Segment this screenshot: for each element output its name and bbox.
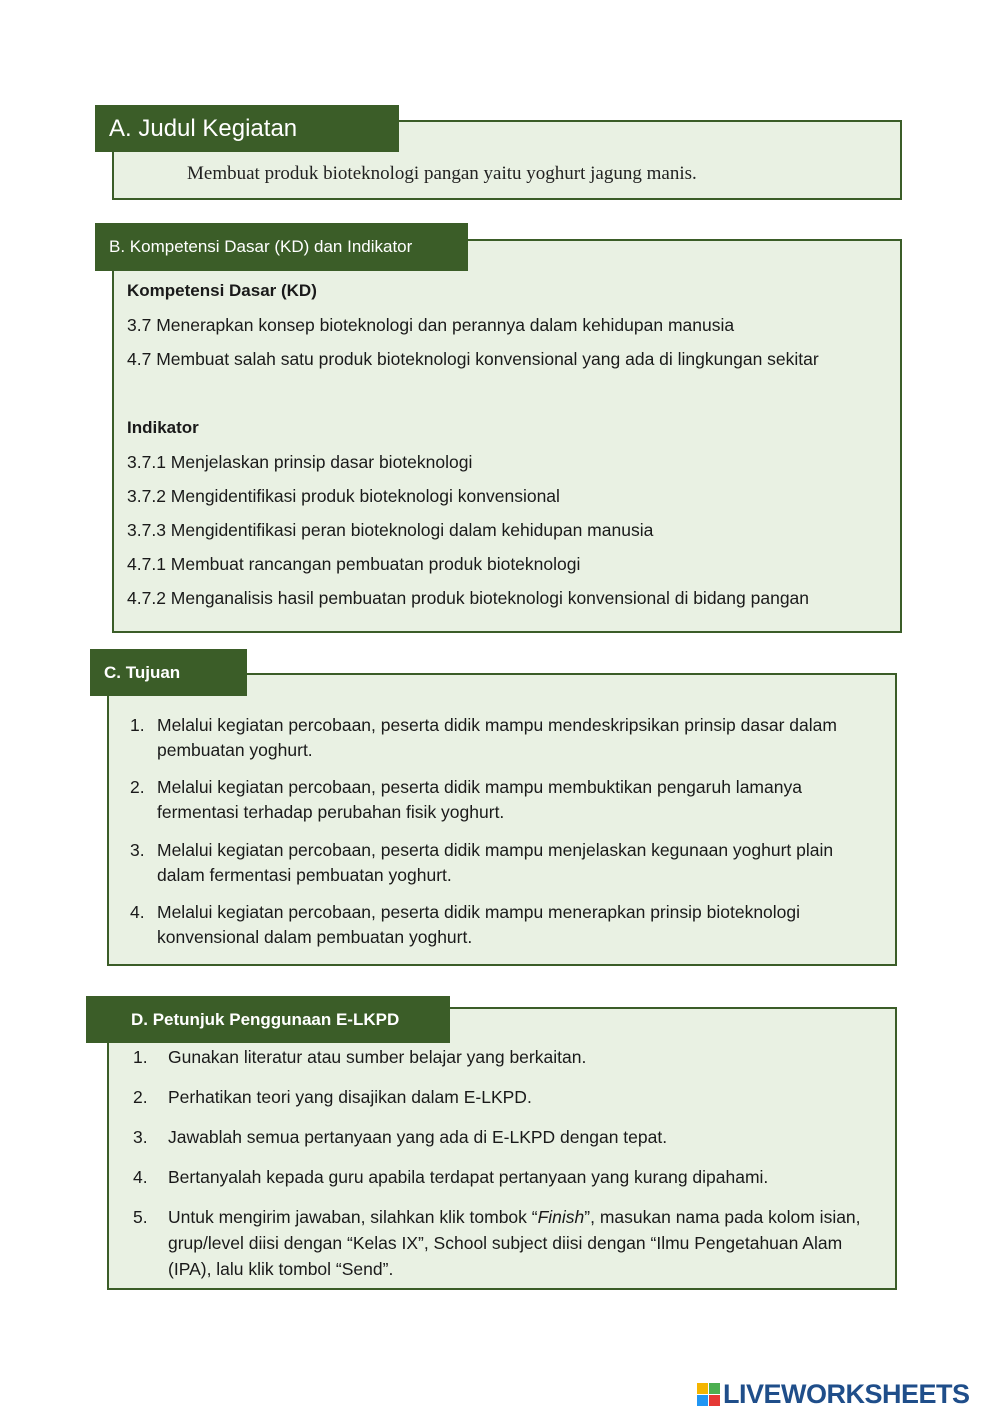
liveworksheets-logo: [697, 1378, 970, 1410]
indikator-item: 3.7.3 Mengidentifikasi peran bioteknologi dalam kehidupan manusia: [127, 520, 654, 540]
kd-item: 4.7 Membuat salah satu produk bioteknologi konvensional yang ada di lingkungan sekitar: [127, 349, 819, 369]
list-item: [130, 713, 870, 763]
indikator-heading: Indikator: [127, 418, 199, 437]
indikator-item: 4.7.1 Membuat rancangan pembuatan produk bioteknologi: [127, 554, 581, 574]
list-number: 3.: [133, 1127, 148, 1147]
section-a-description: Membuat produk bioteknologi pangan yaitu yoghurt jagung manis.: [187, 163, 697, 184]
list-number: 1.: [130, 715, 145, 735]
indikator-item: 3.7.2 Mengidentifikasi produk bioteknologi konvensional: [127, 486, 560, 506]
logo-square: [709, 1383, 720, 1394]
kd-heading: Kompetensi Dasar (KD): [127, 281, 317, 300]
list-text: [168, 1204, 863, 1282]
logo-mark-icon: [697, 1383, 720, 1406]
list-item: [130, 775, 870, 825]
list-text: Melalui kegiatan percobaan, peserta didik mampu membuktikan pengaruh lamanya fermentasi terhadap perubahan fisik yoghurt.: [157, 777, 802, 822]
list-item: [130, 838, 870, 888]
list-number: 3.: [130, 840, 145, 860]
indikator-item: 3.7.1 Menjelaskan prinsip dasar bioteknologi: [127, 452, 473, 472]
list-item: [133, 1124, 863, 1150]
list-text-part: ”, masukan nama pada kolom isian, grup/level diisi dengan “Kelas IX”, School subject diisi dengan “Ilmu Pengetahuan Alam (IPA), lalu klik tombol “Send”.: [168, 1207, 861, 1279]
list-number: 2.: [133, 1087, 148, 1107]
list-item: [130, 900, 870, 950]
list-text-part: Untuk mengirim jawaban, silahkan klik tombok “: [168, 1207, 538, 1227]
list-item: [133, 1084, 863, 1110]
kd-item: 3.7 Menerapkan konsep bioteknologi dan perannya dalam kehidupan manusia: [127, 315, 735, 335]
logo-text: LIVEWORKSHEETS: [723, 1378, 970, 1409]
list-number: 4.: [133, 1167, 148, 1187]
list-number: 4.: [130, 902, 145, 922]
list-item: [133, 1044, 863, 1070]
list-number: 1.: [133, 1047, 148, 1067]
list-number: 5.: [133, 1207, 148, 1227]
indikator-item: 4.7.2 Menganalisis hasil pembuatan produk bioteknologi konvensional di bidang pangan: [127, 588, 810, 608]
logo-square: [697, 1383, 708, 1394]
section-c-title: C. Tujuan: [90, 649, 247, 696]
list-number: 2.: [130, 777, 145, 797]
section-d-title: D. Petunjuk Penggunaan E-LKPD: [86, 996, 450, 1043]
list-text: Melalui kegiatan percobaan, peserta didik mampu menjelaskan kegunaan yoghurt plain dalam fermentasi pembuatan yoghurt.: [157, 840, 834, 885]
section-b-title: B. Kompetensi Dasar (KD) dan Indikator: [95, 223, 468, 271]
list-text: Gunakan literatur atau sumber belajar yang berkaitan.: [168, 1047, 587, 1067]
logo-square: [709, 1395, 720, 1406]
list-item: [133, 1204, 863, 1282]
section-a-title: A. Judul Kegiatan: [95, 105, 399, 152]
list-text: Bertanyalah kepada guru apabila terdapat pertanyaan yang kurang dipahami.: [168, 1167, 769, 1187]
list-text: Melalui kegiatan percobaan, peserta didik mampu mendeskripsikan prinsip dasar dalam pembuatan yoghurt.: [157, 715, 837, 760]
list-text: Perhatikan teori yang disajikan dalam E-LKPD.: [168, 1087, 532, 1107]
finish-emphasis: Finish: [537, 1207, 585, 1227]
list-text: Melalui kegiatan percobaan, peserta didik mampu menerapkan prinsip bioteknologi konvensional dalam pembuatan yoghurt.: [157, 902, 801, 947]
logo-square: [697, 1395, 708, 1406]
list-item: [133, 1164, 863, 1190]
list-text: Jawablah semua pertanyaan yang ada di E-LKPD dengan tepat.: [168, 1127, 668, 1147]
